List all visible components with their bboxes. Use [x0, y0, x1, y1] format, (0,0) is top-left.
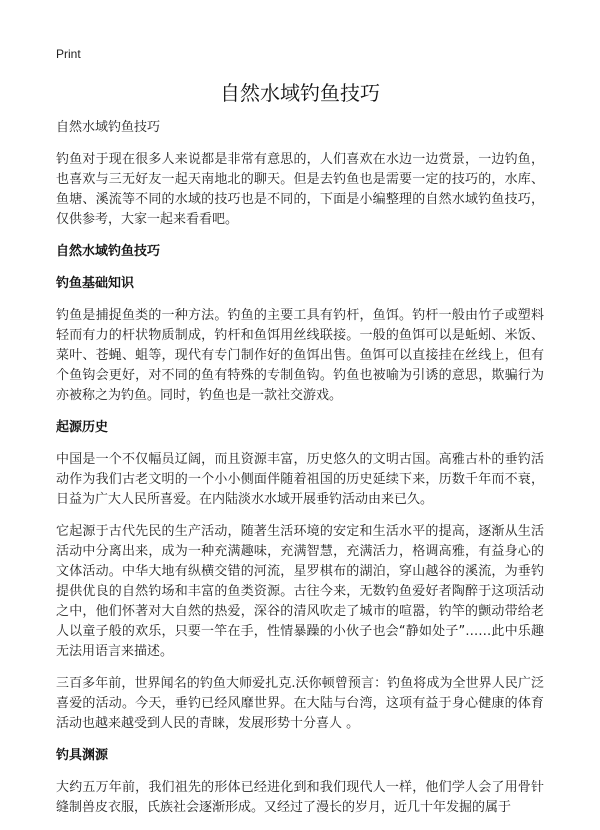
origin-paragraph: 大约五万年前，我们祖先的形体已经进化到和我们现代人一样，他们学人会了用骨针缝制兽皮衣服，氏族社会逐渐形成。又经过了漫长的岁月，近几十年发掘的属于: [56, 780, 544, 815]
article-subtitle: 自然水域钓鱼技巧: [56, 120, 161, 135]
basics-paragraph: 钓鱼是捕捉鱼类的一种方法。钓鱼的主要工具有钓杆，鱼饵。钓杆一般由竹子或塑料轻而有力的杆状物质制成，钓杆和鱼饵用丝线联接。一般的鱼饵可以是蚯蚓、米饭、菜叶、苍蝇、蛆等，现代有专门制作好的鱼饵出售。鱼饵可以直接挂在丝线上，但有个鱼钩会更好，对不同的鱼有特殊的专制鱼钩。钓鱼也被喻为引诱的意思，欺骗行为亦被称之为钓鱼。同时，钓鱼也是一款社交游戏。: [56, 308, 544, 403]
section-heading-basics: 钓鱼基础知识: [56, 276, 135, 291]
article-body: [56, 118, 544, 830]
page-title: 自然水域钓鱼技巧: [220, 81, 380, 105]
history-paragraph-2: 它起源于古代先民的生产活动，随著生活环境的安定和生活水平的提高，逐渐从生活活动中分离出来，成为一种充满趣味，充满智慧，充满活力，格调高雅，有益身心的文体活动。中华大地有纵横交错的河流，星罗棋布的湖泊，穿山越谷的溪流，为垂钓提供优良的自然钓场和丰富的鱼类资源。古往今来，无数钓鱼爱好者陶醉于这项活动之中，他们怀著对大自然的热爱，深谷的清风吹走了城市的喧嚣，钓竿的颤动带给老人以童子般的欢乐，只要一竿在手，性情暴躁的小伙子也会“静如处子”……此中乐趣无法用语言来描述。: [56, 524, 544, 659]
section-heading-main: 自然水域钓鱼技巧: [56, 244, 161, 259]
history-paragraph-3: 三百多年前，世界闻名的钓鱼大师爱扎克.沃你顿曾预言：钓鱼将成为全世界人民广泛喜爱的活动。今天，垂钓已经风靡世界。在大陆与台湾，这项有益于身心健康的体育活动也越来越受到人民的青睐，发展形势十分喜人 。: [56, 676, 544, 731]
section-heading-origin: 钓具渊源: [56, 748, 109, 763]
intro-paragraph: 钓鱼对于现在很多人来说都是非常有意思的，人们喜欢在水边一边赏景，一边钓鱼，也喜欢与三无好友一起天南地北的聊天。但是去钓鱼也是需要一定的技巧的，水库、鱼塘、溪流等不同的水域的技巧也是不同的，下面是小编整理的自然水域钓鱼技巧，仅供参考，大家一起来看看吧。: [56, 152, 544, 227]
history-paragraph-1: 中国是一个不仅幅员辽阔，而且资源丰富，历史悠久的文明古国。高雅古朴的垂钓活动作为我们古老文明的一个小小侧面伴随着祖国的历史延续下来，历数千年而不衰，日益为广大人民所喜爱。在内陆淡水水域开展垂钓活动由来已久。: [56, 452, 544, 507]
section-heading-history: 起源历史: [56, 420, 109, 435]
print-link[interactable]: Print: [56, 47, 81, 61]
